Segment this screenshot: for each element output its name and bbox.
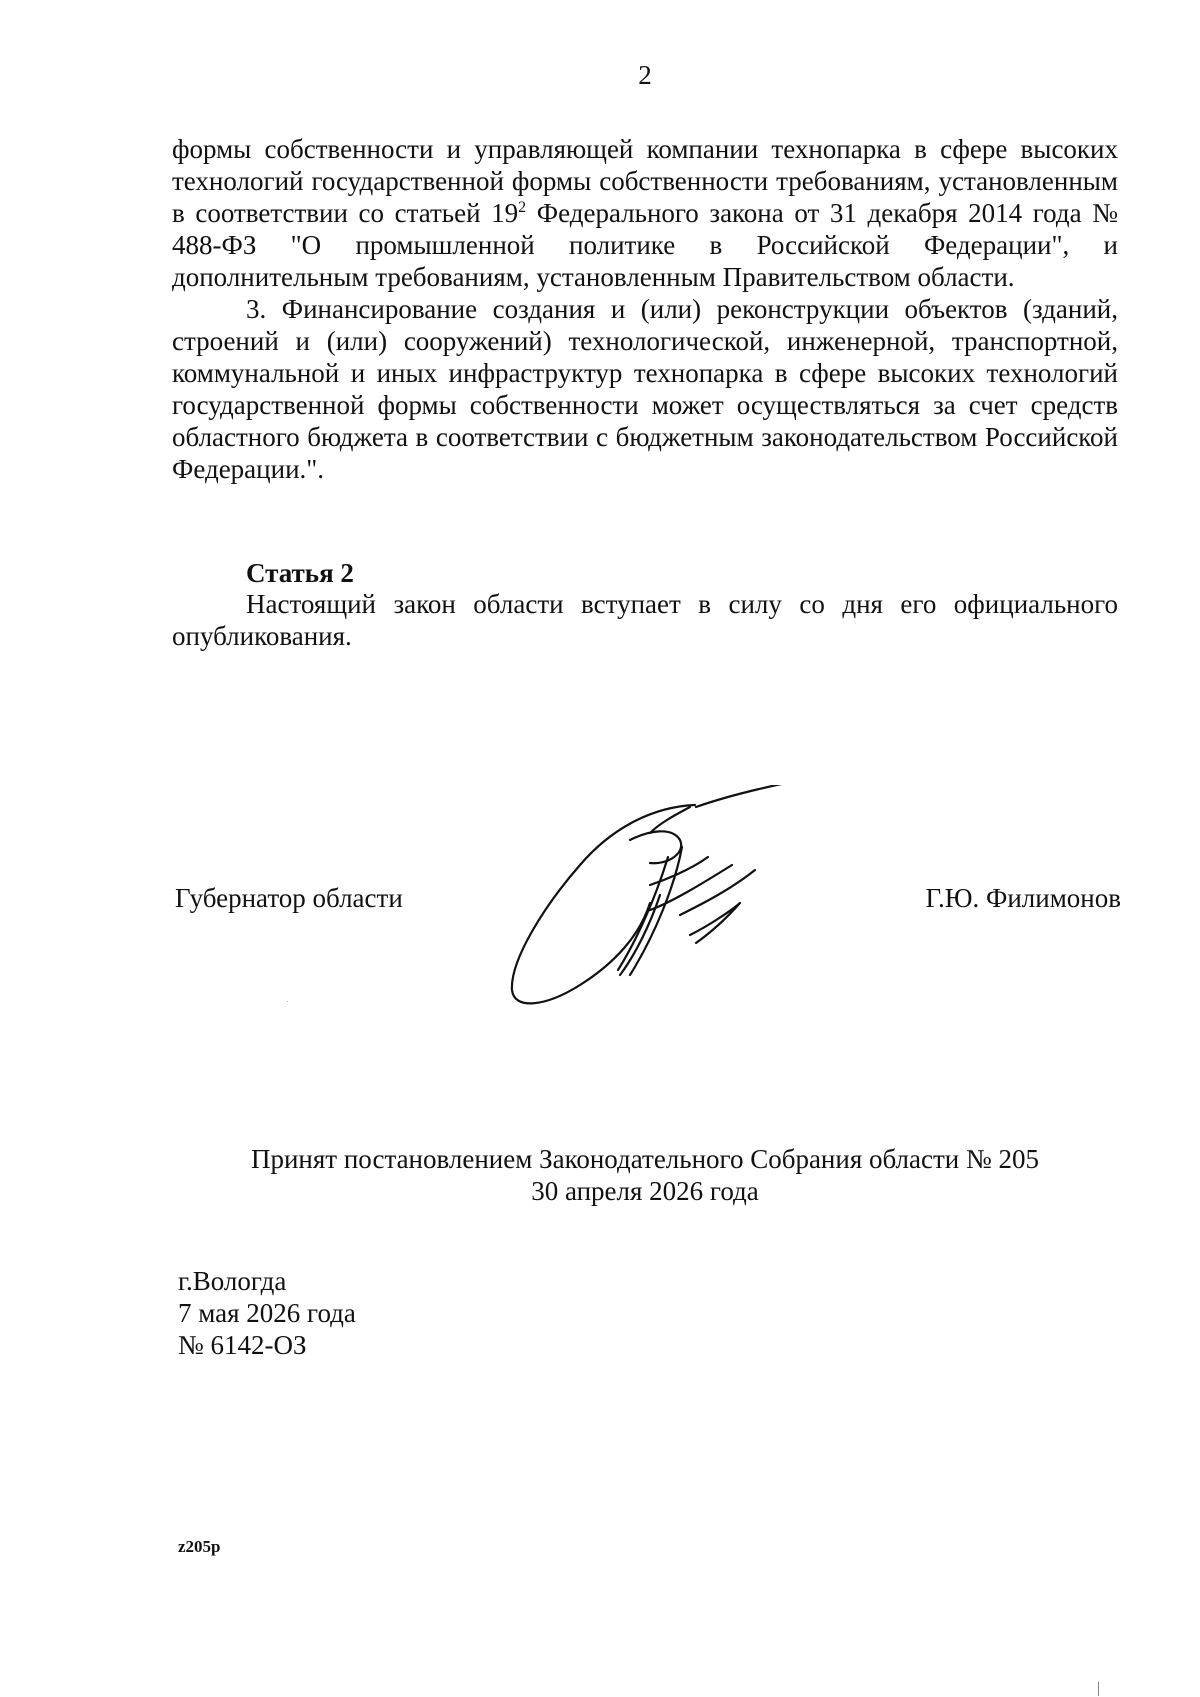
law-number: № 6142-ОЗ [178,1330,307,1360]
place-date-block [178,1265,356,1361]
scan-speck [287,1001,288,1002]
adoption-line-1: Принят постановлением Законодательного Собрания области № 205 [250,1144,1040,1174]
paragraph-requirements-text-2: Федерального закона от 31 декабря 2014 года № 488-ФЗ "О промышленной политике в Российской Федерации", и дополнительным требованиям, установленным Правительством области. [172,198,1118,292]
article-superscript: 2 [518,199,527,216]
document-body [172,133,1118,485]
city: г.Вологда [178,1266,287,1296]
article-title: Статья 2 [246,558,354,588]
adoption-line-2: 30 апреля 2026 года [531,1176,759,1206]
article-body [172,588,1118,652]
adoption-note [0,1143,1200,1207]
paragraph-requirements-text-1: формы собственности и управляющей компании технопарка в сфере высоких технологий государственной формы собственности требованиям, установленным в соответствии со статьей 19 [172,134,1118,228]
document-code: z205p [178,1537,221,1556]
scan-edge-mark [1098,1682,1099,1696]
page-number: 2 [638,60,652,90]
signing-date: 7 мая 2026 года [178,1298,356,1328]
paragraph-financing: 3. Финансирование создания и (или) реконструкции объектов (зданий, строений и (или) сооружений) технологической, инженерной, транспортной, коммунальной и иных инфраструктур технопарка в сфере высоких технологий государственной формы собственности может осуществляться за счет средств областного бюджета в соответствии с бюджетным законодательством Российской Федерации.". [172,294,1118,484]
signatory-name: Г.Ю. Филимонов [925,883,1121,913]
signatory-position: Губернатор области [175,883,403,913]
handwritten-signature [500,785,840,1015]
paragraph-requirements [172,133,1118,293]
article-text: Настоящий закон области вступает в силу со дня его официального опубликования. [172,589,1118,651]
